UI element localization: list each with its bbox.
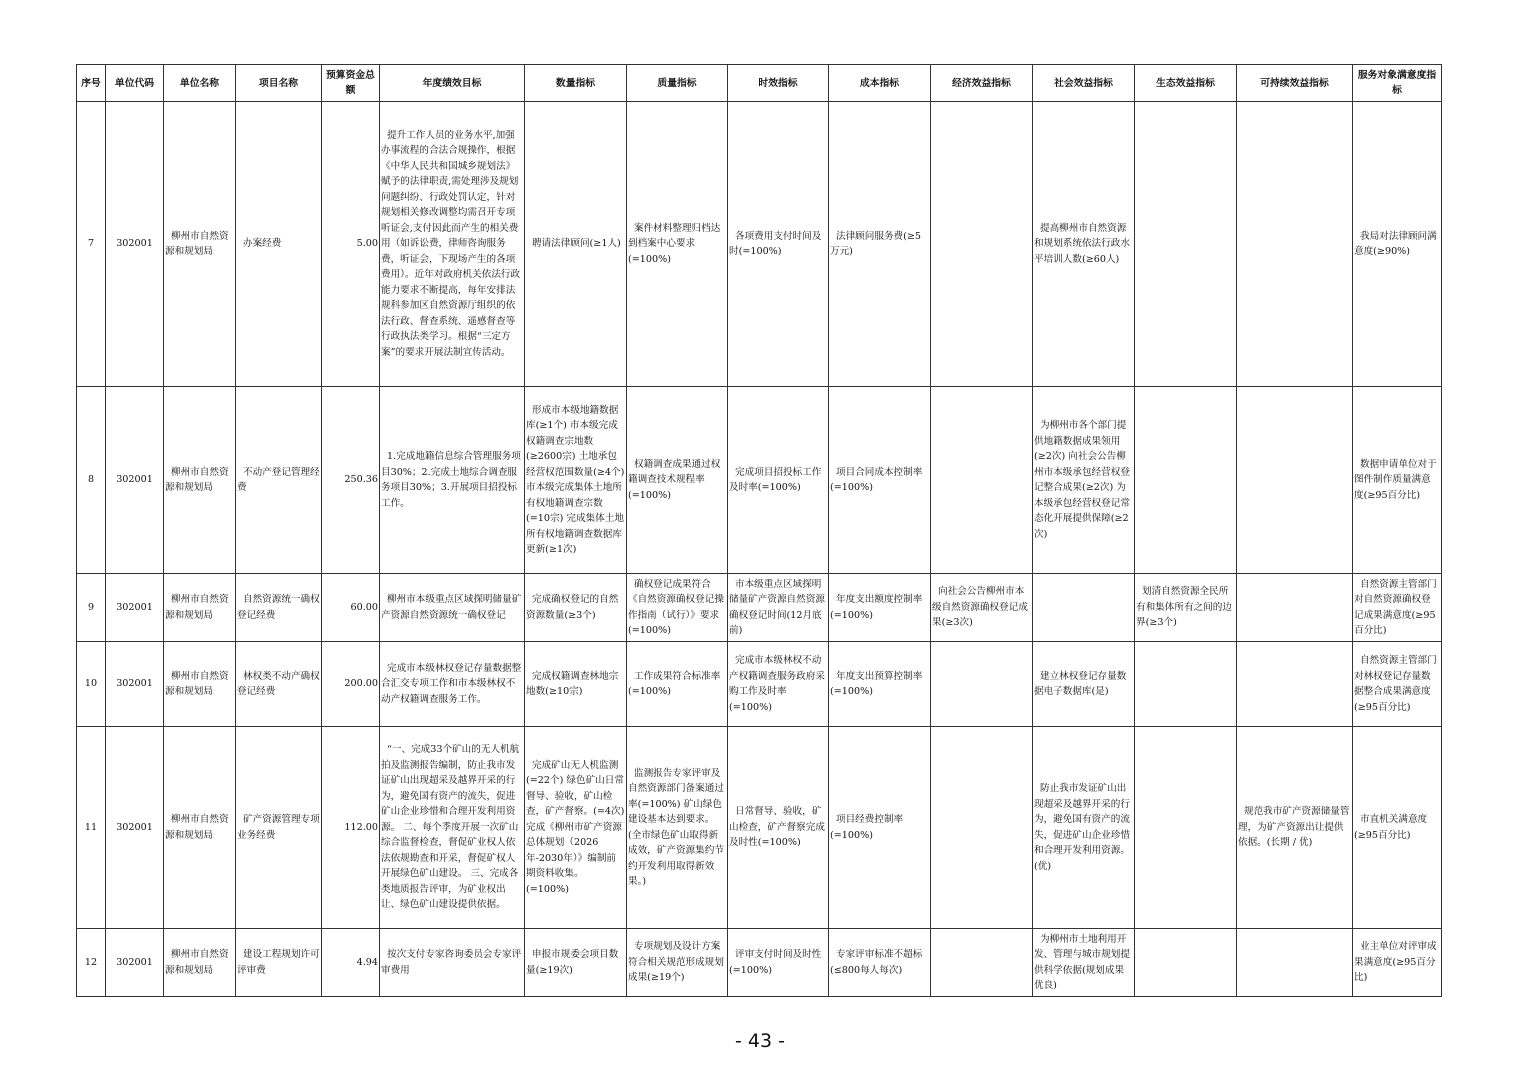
cell-cost: 专家评审标准不超标(≤800每人每次) — [829, 929, 931, 997]
cell-code: 302001 — [106, 574, 164, 642]
header-cell-cost: 成本指标 — [829, 65, 931, 102]
cell-quality: 确权登记成果符合《自然资源确权登记操作指南（试行）》要求(=100%) — [627, 574, 728, 642]
cell-cost: 项目经费控制率(=100%) — [829, 727, 931, 929]
cell-cost: 法律顾问服务费(≥5万元) — [829, 102, 931, 387]
cell-quantity: 申报市规委会项目数量(≥19次) — [525, 929, 627, 997]
cell-unit: 柳州市自然资源和规划局 — [164, 102, 236, 387]
cell-sustainable — [1237, 102, 1353, 387]
cell-quality: 监测报告专家评审及自然资源部门备案通过率(=100%) 矿山绿色建设基本达到要求。(全市绿色矿山取得新成效，矿产资源集约节约开发利用取得新效果。) — [627, 727, 728, 929]
cell-satisfaction: 我局对法律顾问满意度(≥90%) — [1353, 102, 1442, 387]
cell-ecological — [1135, 929, 1237, 997]
header-cell-unit: 单位名称 — [164, 65, 236, 102]
cell-unit: 柳州市自然资源和规划局 — [164, 929, 236, 997]
cell-ecological — [1135, 102, 1237, 387]
cell-timeliness: 完成项目招投标工作及时率(=100%) — [728, 387, 829, 574]
cell-economic — [931, 102, 1033, 387]
cell-timeliness: 评审支付时间及时性(=100%) — [728, 929, 829, 997]
cell-social — [1033, 574, 1135, 642]
header-cell-sustainable: 可持续效益指标 — [1237, 65, 1353, 102]
header-cell-no: 序号 — [77, 65, 106, 102]
header-cell-quantity: 数量指标 — [525, 65, 627, 102]
table-row — [77, 574, 1442, 642]
cell-project: 不动产登记管理经费 — [236, 387, 322, 574]
cell-no: 9 — [77, 574, 106, 642]
cell-economic — [931, 727, 1033, 929]
cell-unit: 柳州市自然资源和规划局 — [164, 642, 236, 727]
cell-satisfaction: 自然资源主管部门对林权登记存量数据整合成果满意度(≥95百分比) — [1353, 642, 1442, 727]
cell-quality: 专项规划及设计方案符合相关规范形成规划成果(≥19个) — [627, 929, 728, 997]
cell-project: 林权类不动产确权登记经费 — [236, 642, 322, 727]
cell-code: 302001 — [106, 387, 164, 574]
cell-quality: 案件材料整理归档达到档案中心要求(=100%) — [627, 102, 728, 387]
header-cell-quality: 质量指标 — [627, 65, 728, 102]
cell-social: 建立林权登记存量数据电子数据库(是) — [1033, 642, 1135, 727]
cell-ecological — [1135, 727, 1237, 929]
cell-goal: 完成市本级林权登记存量数据整合汇交专项工作和市本级林权不动产权籍调查服务工作。 — [380, 642, 525, 727]
table-row — [77, 727, 1442, 929]
cell-project: 办案经费 — [236, 102, 322, 387]
cell-unit: 柳州市自然资源和规划局 — [164, 574, 236, 642]
table-row — [77, 102, 1442, 387]
cell-cost: 年度支出额度控制率(=100%) — [829, 574, 931, 642]
cell-no: 8 — [77, 387, 106, 574]
cell-project: 建设工程规划许可评审费 — [236, 929, 322, 997]
cell-unit: 柳州市自然资源和规划局 — [164, 727, 236, 929]
cell-unit: 柳州市自然资源和规划局 — [164, 387, 236, 574]
cell-satisfaction: 自然资源主管部门对自然资源确权登记成果满意度(≥95百分比) — [1353, 574, 1442, 642]
cell-economic — [931, 387, 1033, 574]
cell-code: 302001 — [106, 642, 164, 727]
cell-no: 11 — [77, 727, 106, 929]
cell-timeliness: 市本级重点区域探明储量矿产资源自然资源确权登记时间(12月底前) — [728, 574, 829, 642]
cell-goal: 按次支付专家咨询委员会专家评审费用 — [380, 929, 525, 997]
table-row — [77, 387, 1442, 574]
cell-budget: 200.00 — [322, 642, 380, 727]
header-cell-project: 项目名称 — [236, 65, 322, 102]
page-number: - 43 - — [735, 1030, 785, 1052]
performance-table — [76, 64, 1442, 997]
cell-budget: 60.00 — [322, 574, 380, 642]
header-cell-timeliness: 时效指标 — [728, 65, 829, 102]
cell-sustainable — [1237, 574, 1353, 642]
cell-social: 为柳州市各个部门提供地籍数据成果领用(≥2次) 向社会公告柳州市本级承包经营权登记整合成果(≥2次) 为本级承包经营权登记常态化开展提供保障(≥2次) — [1033, 387, 1135, 574]
cell-no: 12 — [77, 929, 106, 997]
table-row — [77, 642, 1442, 727]
cell-economic — [931, 642, 1033, 727]
header-cell-code: 单位代码 — [106, 65, 164, 102]
cell-budget: 4.94 — [322, 929, 380, 997]
cell-budget: 112.00 — [322, 727, 380, 929]
cell-project: 矿产资源管理专项业务经费 — [236, 727, 322, 929]
cell-social: 为柳州市土地利用开发、管理与城市规划提供科学依据(规划成果优良) — [1033, 929, 1135, 997]
cell-code: 302001 — [106, 727, 164, 929]
header-cell-economic: 经济效益指标 — [931, 65, 1033, 102]
cell-goal: 柳州市本级重点区域探明储量矿产资源自然资源统一确权登记 — [380, 574, 525, 642]
cell-code: 302001 — [106, 102, 164, 387]
cell-satisfaction: 业主单位对评审成果满意度(≥95百分比) — [1353, 929, 1442, 997]
cell-timeliness: 日常督导、验收，矿山检查，矿产督察完成及时性(=100%) — [728, 727, 829, 929]
cell-cost: 年度支出预算控制率(=100%) — [829, 642, 931, 727]
cell-quantity: 完成确权登记的自然资源数量(≥3个) — [525, 574, 627, 642]
cell-satisfaction: 市直机关满意度(≥95百分比) — [1353, 727, 1442, 929]
table-header-row — [77, 65, 1442, 102]
cell-sustainable: 规范我市矿产资源储量管理，为矿产资源出让提供依据。(长期 / 优) — [1237, 727, 1353, 929]
header-cell-satisfaction: 服务对象满意度指标 — [1353, 65, 1442, 102]
cell-satisfaction: 数据申请单位对于图件制作质量满意度(≥95百分比) — [1353, 387, 1442, 574]
cell-social: 提高柳州市自然资源和规划系统依法行政水平培训人数(≥60人) — [1033, 102, 1135, 387]
header-cell-social: 社会效益指标 — [1033, 65, 1135, 102]
header-cell-goal: 年度绩效目标 — [380, 65, 525, 102]
header-cell-budget: 预算资金总额 — [322, 65, 380, 102]
cell-quality: 权籍调查成果通过权籍调查技术规程率(=100%) — [627, 387, 728, 574]
cell-quantity: 完成权籍调查林地宗地数(≥10宗) — [525, 642, 627, 727]
cell-no: 7 — [77, 102, 106, 387]
cell-social: 防止我市发证矿山出现超采及越界开采的行为，避免国有资产的流失，促进矿山企业珍惜和合理开发利用资源。(优) — [1033, 727, 1135, 929]
cell-timeliness: 完成市本级林权不动产权籍调查服务政府采购工作及时率(=100%) — [728, 642, 829, 727]
cell-goal: 1.完成地籍信息综合管理服务项目30%；2.完成土地综合调查服务项目30%；3.开展项目招投标工作。 — [380, 387, 525, 574]
cell-economic — [931, 929, 1033, 997]
cell-code: 302001 — [106, 929, 164, 997]
cell-ecological — [1135, 387, 1237, 574]
cell-timeliness: 各项费用支付时间及时(=100%) — [728, 102, 829, 387]
cell-quantity: 完成矿山无人机监测(=22个) 绿色矿山日常督导、验收，矿山检查，矿产督察。(=4次) 完成《柳州市矿产资源总体规划（2026年-2030年）》编制前期资料收集。(=100%) — [525, 727, 627, 929]
cell-no: 10 — [77, 642, 106, 727]
cell-goal: “一、完成33个矿山的无人机航拍及监测报告编制，防止我市发证矿山出现超采及越界开采的行为，避免国有资产的流失，促进矿山企业珍惜和合理开发利用资源。 二、每个季度开展一次矿山综合监督检查，督促矿业权人依法依规勘查和开采，督促矿权人开展绿色矿山建设。 三、完成各类地质报告评审，为矿业权出让、绿色矿山建设提供依据。 — [380, 727, 525, 929]
header-cell-ecological: 生态效益指标 — [1135, 65, 1237, 102]
cell-goal: 提升工作人员的业务水平,加强办事流程的合法合规操作，根据《中华人民共和国城乡规划法》赋予的法律职责,需处理涉及规划问题纠纷、行政处罚认定，针对规划相关修改调整均需召开专项听证会,支付因此而产生的相关费用（如诉讼费，律师咨询服务费，听证会，下现场产生的各项费用）。近年对政府机关依法行政能力要求不断提高，每年安排法规科参加区自然资源厅组织的依法行政、督查系统、遥感督查等行政执法类学习。根据“三定方案”的要求开展法制宣传活动。 — [380, 102, 525, 387]
cell-sustainable — [1237, 929, 1353, 997]
cell-quantity: 聘请法律顾问(≥1人) — [525, 102, 627, 387]
cell-quantity: 形成市本级地籍数据库(≥1个) 市本级完成权籍调查宗地数(≥2600宗) 土地承包经营权范围数量(≥4个) 市本级完成集体土地所有权地籍调查宗数(=10宗) 完成集体土地所有权地籍调查数据库更新(≥1次) — [525, 387, 627, 574]
cell-sustainable — [1237, 642, 1353, 727]
cell-sustainable — [1237, 387, 1353, 574]
cell-economic: 向社会公告柳州市本级自然资源确权登记成果(≥3次) — [931, 574, 1033, 642]
cell-ecological — [1135, 642, 1237, 727]
table-row — [77, 929, 1442, 997]
cell-project: 自然资源统一确权登记经费 — [236, 574, 322, 642]
cell-cost: 项目合同成本控制率(=100%) — [829, 387, 931, 574]
cell-ecological: 划清自然资源全民所有和集体所有之间的边界(≥3个) — [1135, 574, 1237, 642]
cell-budget: 250.36 — [322, 387, 380, 574]
cell-quality: 工作成果符合标准率(=100%) — [627, 642, 728, 727]
cell-budget: 5.00 — [322, 102, 380, 387]
